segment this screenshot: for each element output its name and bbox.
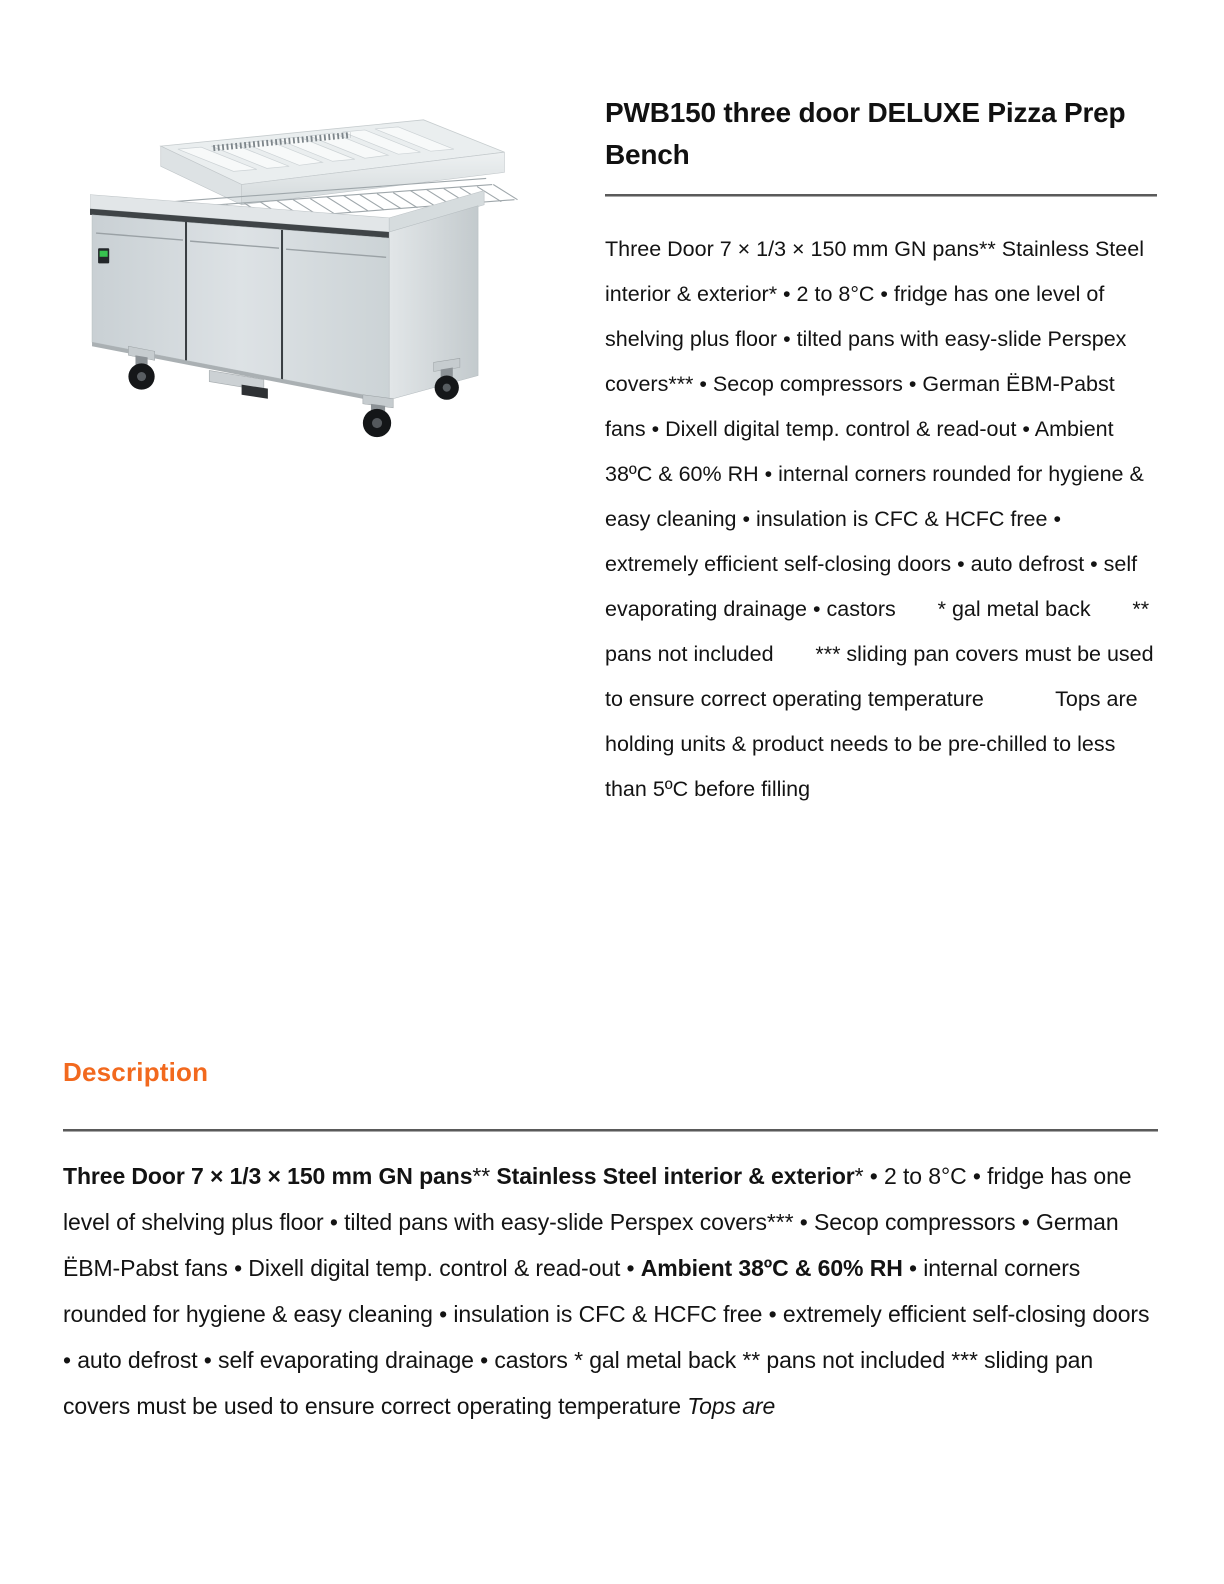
text-segment: Three Door 7 × 1/3 × 150 mm GN pans (63, 1163, 473, 1189)
castor-front-left (128, 346, 154, 389)
temperature-display (98, 248, 109, 263)
description-divider (63, 1129, 1158, 1132)
text-segment: Ambient 38ºC & 60% RH (640, 1255, 903, 1281)
text-segment: Stainless Steel interior & exterior (496, 1163, 855, 1189)
text-segment: * • 2 to 8°C • fridge has one level of shelving plus floor • tilted pans with easy-slide Perspex covers*** • Secop compressors • German ËBM-Pabst fans • Dixell digital temp. control & read-out • (63, 1163, 1132, 1281)
product-title: PWB150 three door DELUXE Pizza Prep Bench (605, 97, 1126, 170)
text-segment: • internal corners rounded for hygiene & easy cleaning • insulation is CFC & HCFC free • extremely efficient self-closing doors • auto defrost • self evaporating drainage • castors * gal metal back ** pans not included *** sliding pan covers must be used to ensure correct operating temperature (63, 1255, 1150, 1419)
description-heading: Description (63, 1057, 209, 1087)
castor-front-right (363, 395, 393, 437)
product-summary: Three Door 7 × 1/3 × 150 mm GN pans** Stainless Steel interior & exterior* • 2 to 8°C • fridge has one level of shelving plus floor • tilted pans with easy-slide Perspex covers*** • Secop compressors • German ËBM-Pabst fans • Dixell digital temp. control & read-out • Ambient 38ºC & 60% RH • internal corners rounded for hygiene & easy cleaning • insulation is CFC & HCFC free • extremely efficient self-closing doors • auto defrost • self evaporating drainage • castors * gal metal back ** pans not included *** sliding pan covers must be used to ensure correct operating temperature Tops are holding units & product needs to be pre-chilled to less than 5ºC before filling (605, 237, 1160, 801)
text-segment: Tops are (687, 1393, 776, 1419)
description-text (63, 1153, 1158, 1429)
product-image (90, 105, 565, 450)
product-header-column (605, 92, 1160, 812)
description-section (63, 1056, 1158, 1429)
pan-tray (161, 120, 505, 205)
title-divider (605, 194, 1157, 197)
text-segment: ** (472, 1163, 497, 1189)
pizza-prep-bench-illustration (90, 105, 565, 450)
